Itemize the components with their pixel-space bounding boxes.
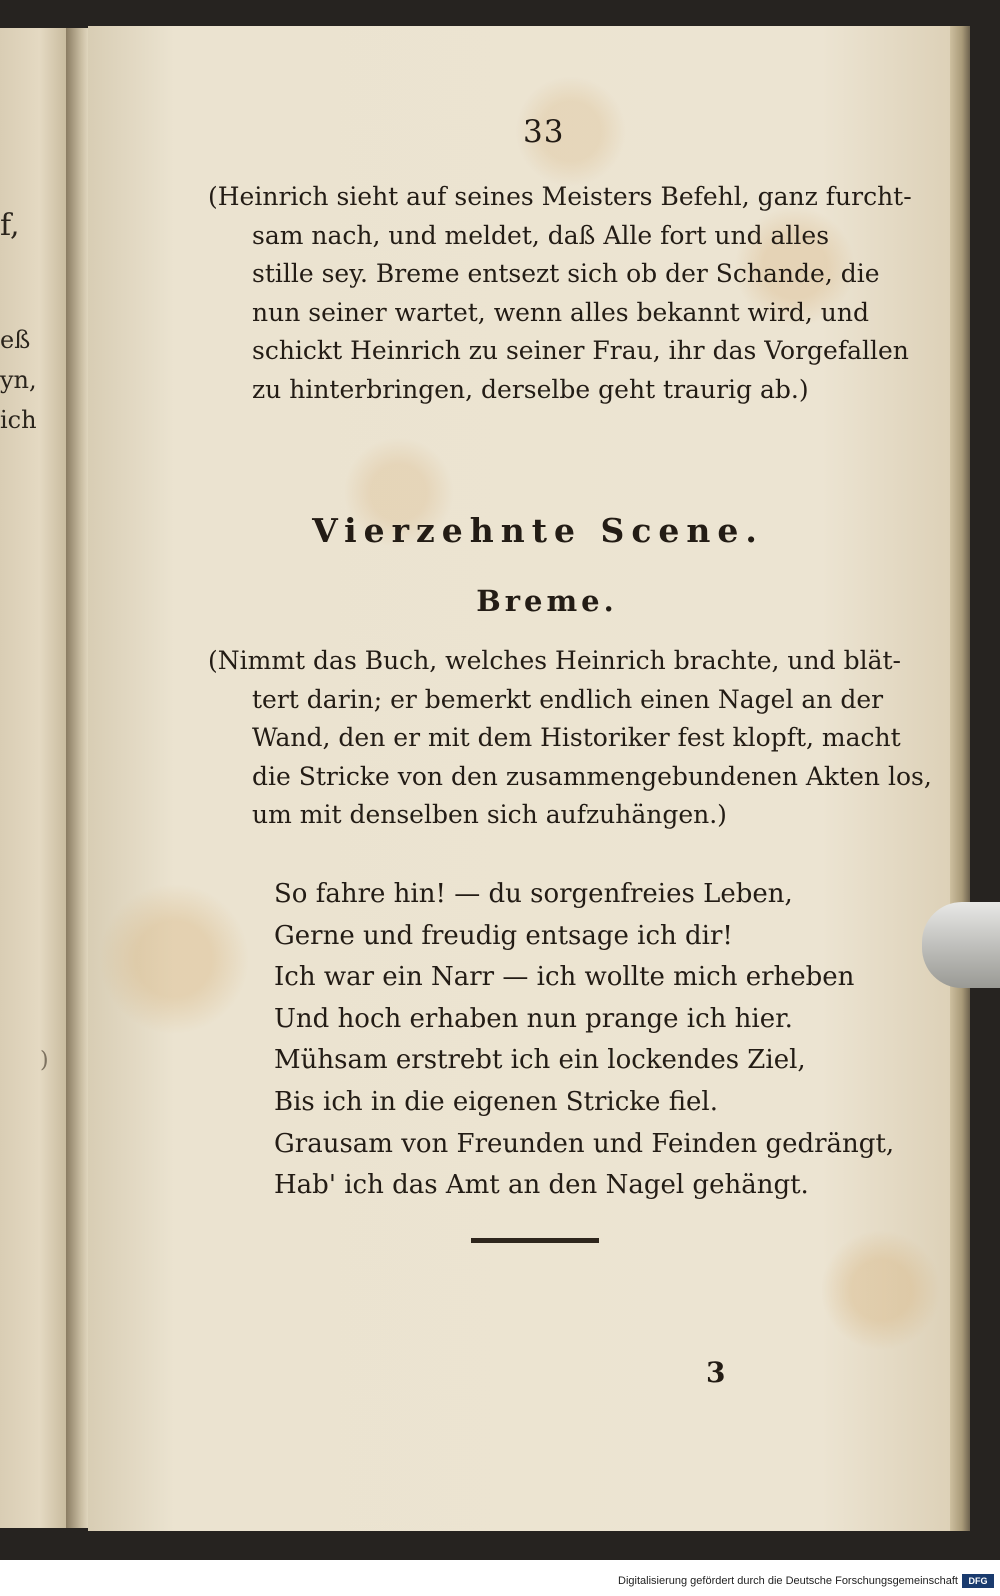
text-line: schickt Heinrich zu seiner Frau, ihr das Vorgefallen [252, 336, 909, 365]
left-page-fragment: ich [0, 406, 37, 434]
page-clip [922, 902, 1000, 988]
text-line: nun seiner wartet, wenn alles bekannt wird, und [252, 297, 870, 327]
verse-line: Gerne und freudig entsage ich dir! [274, 920, 733, 951]
verse-block [274, 874, 894, 1207]
section-rule [471, 1238, 599, 1243]
text-line: sam nach, und meldet, daß Alle fort und alles [252, 220, 830, 250]
left-page-fragment: f, [0, 208, 20, 243]
signature-mark: 3 [706, 1356, 726, 1389]
verse-line: Und hoch erhaben nun prange ich hier. [274, 1003, 793, 1034]
text-line: (Nimmt das Buch, welches Heinrich brachte, und blät- [208, 646, 901, 675]
speaker-name: Breme. [476, 584, 618, 618]
text-line: (Heinrich sieht auf seines Meisters Befehl, ganz furcht- [208, 182, 912, 211]
stage-direction-first [208, 178, 912, 409]
page-number: 33 [523, 114, 565, 150]
left-page-fragment: eß [0, 326, 31, 354]
text-line: Wand, den er mit dem Historiker fest klopft, macht [252, 723, 901, 752]
stage-direction-second [208, 642, 932, 835]
verse-line: Hab' ich das Amt an den Nagel gehängt. [274, 1170, 809, 1201]
footer-credit: Digitalisierung gefördert durch die Deutsche Forschungsgemeinschaft [618, 1575, 958, 1587]
verse-line: Mühsam erstrebt ich ein lockendes Ziel, [274, 1045, 806, 1076]
verse-line: So fahre hin! — du sorgenfreies Leben, [274, 879, 793, 909]
verse-line: Bis ich in die eigenen Stricke fiel. [274, 1086, 719, 1117]
left-page-edge [0, 28, 68, 1528]
book-gutter [66, 28, 88, 1528]
dfg-logo-icon: DFG [962, 1574, 994, 1588]
text-line: stille sey. Breme entsezt sich ob der Schande, die [252, 259, 880, 288]
verse-line: Ich war ein Narr — ich wollte mich erheben [274, 962, 855, 993]
text-line: zu hinterbringen, derselbe geht traurig ab.) [252, 374, 809, 404]
text-line: die Stricke von den zusammengebundenen Akten los, [252, 761, 932, 791]
text-line: um mit denselben sich aufzuhängen.) [252, 800, 727, 829]
verse-line: Grausam von Freunden und Feinden gedrängt, [274, 1128, 895, 1159]
text-line: tert darin; er bemerkt endlich einen Nagel an der [252, 684, 884, 714]
page-stack-edge [950, 26, 970, 1531]
book-page [88, 26, 950, 1531]
left-page-fragment: ) [40, 1048, 49, 1073]
left-page-fragment: yn, [0, 366, 37, 394]
scene-heading: Vierzehnte Scene. [312, 511, 764, 550]
